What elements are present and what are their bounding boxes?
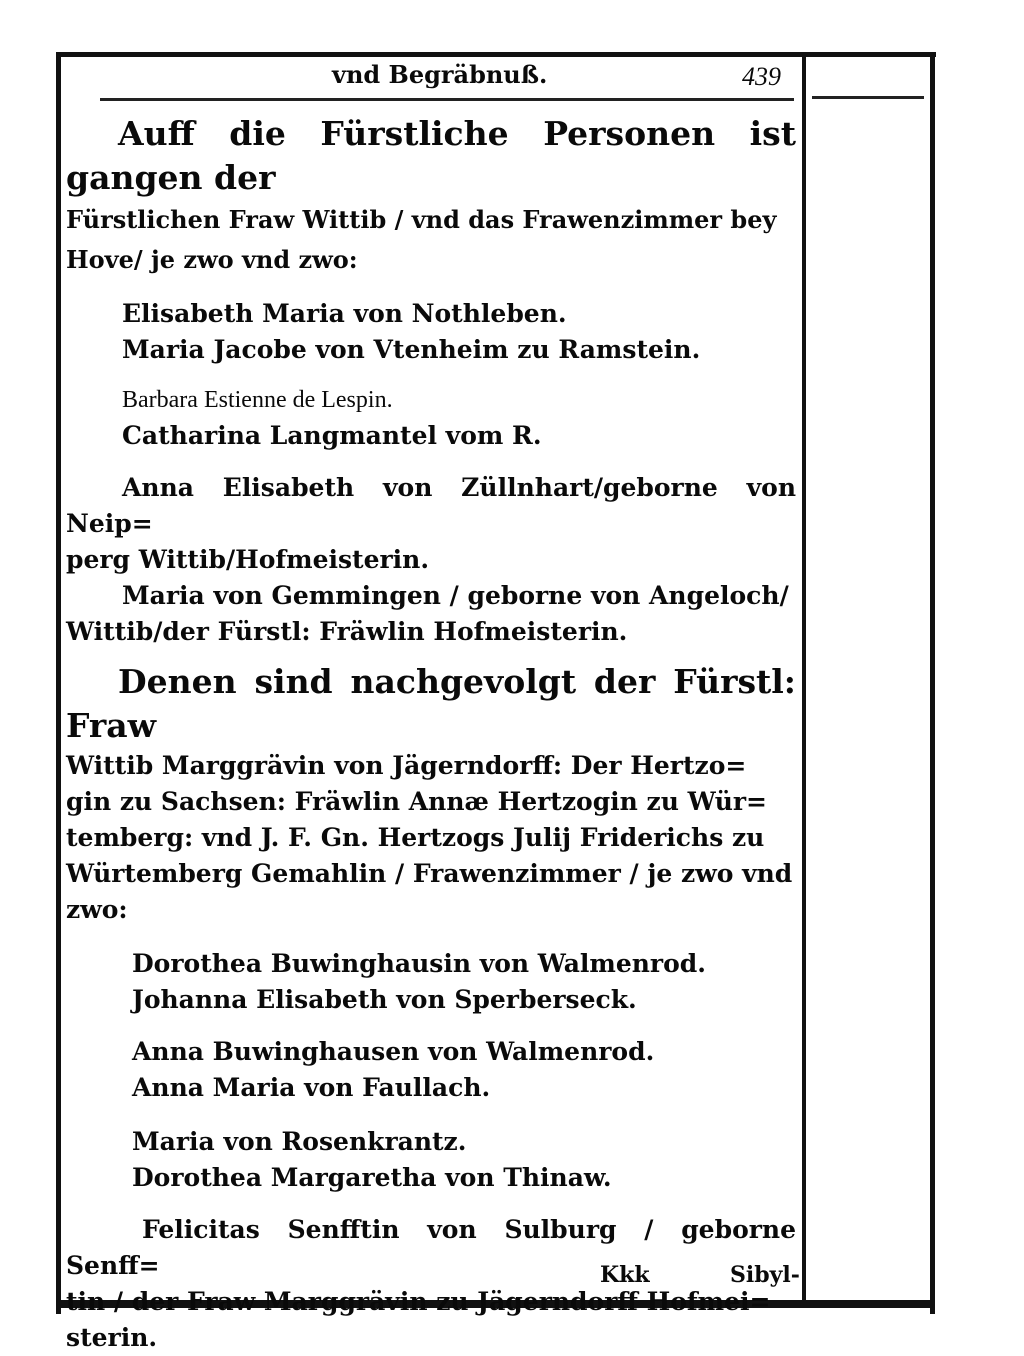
- header-rule: [100, 98, 794, 101]
- name-entry: Johanna Elisabeth von Sperberseck.: [132, 985, 637, 1014]
- heading-line: Auff die Fürstliche Personen ist gangen der: [66, 114, 796, 197]
- paragraph-line: Anna Elisabeth von Züllnhart/geborne von Neip=: [66, 473, 796, 538]
- paragraph-line: temberg: vnd J. F. Gn. Hertzogs Julij Friderichs zu: [66, 823, 765, 852]
- paragraph-line: perg Wittib/Hofmeisterin.: [66, 545, 430, 574]
- running-head: vnd Begräbnuß.: [332, 60, 548, 89]
- name-entry: Anna Maria von Faullach.: [132, 1073, 491, 1102]
- paragraph-line: Würtemberg Gemahlin / Frawenzimmer / je zwo vnd: [66, 859, 793, 888]
- page-number: 439: [742, 62, 781, 91]
- name-entry: Elisabeth Maria von Nothleben.: [122, 299, 567, 328]
- paragraph-hofmeisterin: [66, 470, 796, 650]
- paragraph-line: sterin.: [66, 1323, 158, 1352]
- paragraph-senfftin: [66, 1212, 796, 1356]
- heading-line: Hove/ je zwo vnd zwo:: [66, 245, 358, 274]
- text-column-border-right: [802, 52, 806, 1302]
- name-list-1: [122, 296, 796, 368]
- paragraph-line: tin / der Fraw Marggrävin zu Jägerndorff Hofmei=: [66, 1287, 771, 1316]
- margin-rule: [812, 96, 924, 99]
- name-entry: Anna Buwinghausen von Walmenrod.: [132, 1037, 655, 1066]
- signature-catchword: Kkk: [600, 1262, 650, 1288]
- page-border-left: [56, 52, 61, 1314]
- name-entry: Dorothea Buwinghausin von Walmenrod.: [132, 949, 706, 978]
- name-entry: Barbara Estienne de Lespin.: [122, 387, 393, 413]
- section-heading-2: [66, 660, 796, 928]
- name-list-5: [132, 1124, 796, 1196]
- next-page-catchword: Sibyl-: [730, 1262, 800, 1288]
- paragraph-line: Maria von Gemmingen / geborne von Angeloch/: [122, 581, 789, 610]
- heading-line: Fürstlichen Fraw Wittib / vnd das Frawenzimmer bey: [66, 205, 777, 234]
- paragraph-line: Wittib Marggrävin von Jägerndorff: Der Hertzo=: [66, 751, 747, 780]
- name-list-3: [132, 946, 796, 1018]
- paragraph-line: gin zu Sachsen: Fräwlin Annæ Hertzogin zu Wür=: [66, 787, 767, 816]
- heading-line: Denen sind nachgevolgt der Fürstl: Fraw: [66, 662, 796, 745]
- name-list-2: [122, 382, 796, 454]
- paragraph-line: Felicitas Senfftin von Sulburg / geborne Senff=: [66, 1215, 796, 1280]
- name-entry: Maria Jacobe von Vtenheim zu Ramstein.: [122, 335, 701, 364]
- section-heading-1: [66, 112, 796, 280]
- paragraph-line: zwo:: [66, 895, 128, 924]
- paragraph-line: Wittib/der Fürstl: Fräwlin Hofmeisterin.: [66, 617, 628, 646]
- name-entry: Catharina Langmantel vom R.: [122, 421, 542, 450]
- page-border-right: [930, 52, 935, 1314]
- name-list-4: [132, 1034, 796, 1106]
- name-entry: Maria von Rosenkrantz.: [132, 1127, 467, 1156]
- page-content: [66, 104, 796, 1356]
- name-entry: Dorothea Margaretha von Thinaw.: [132, 1163, 612, 1192]
